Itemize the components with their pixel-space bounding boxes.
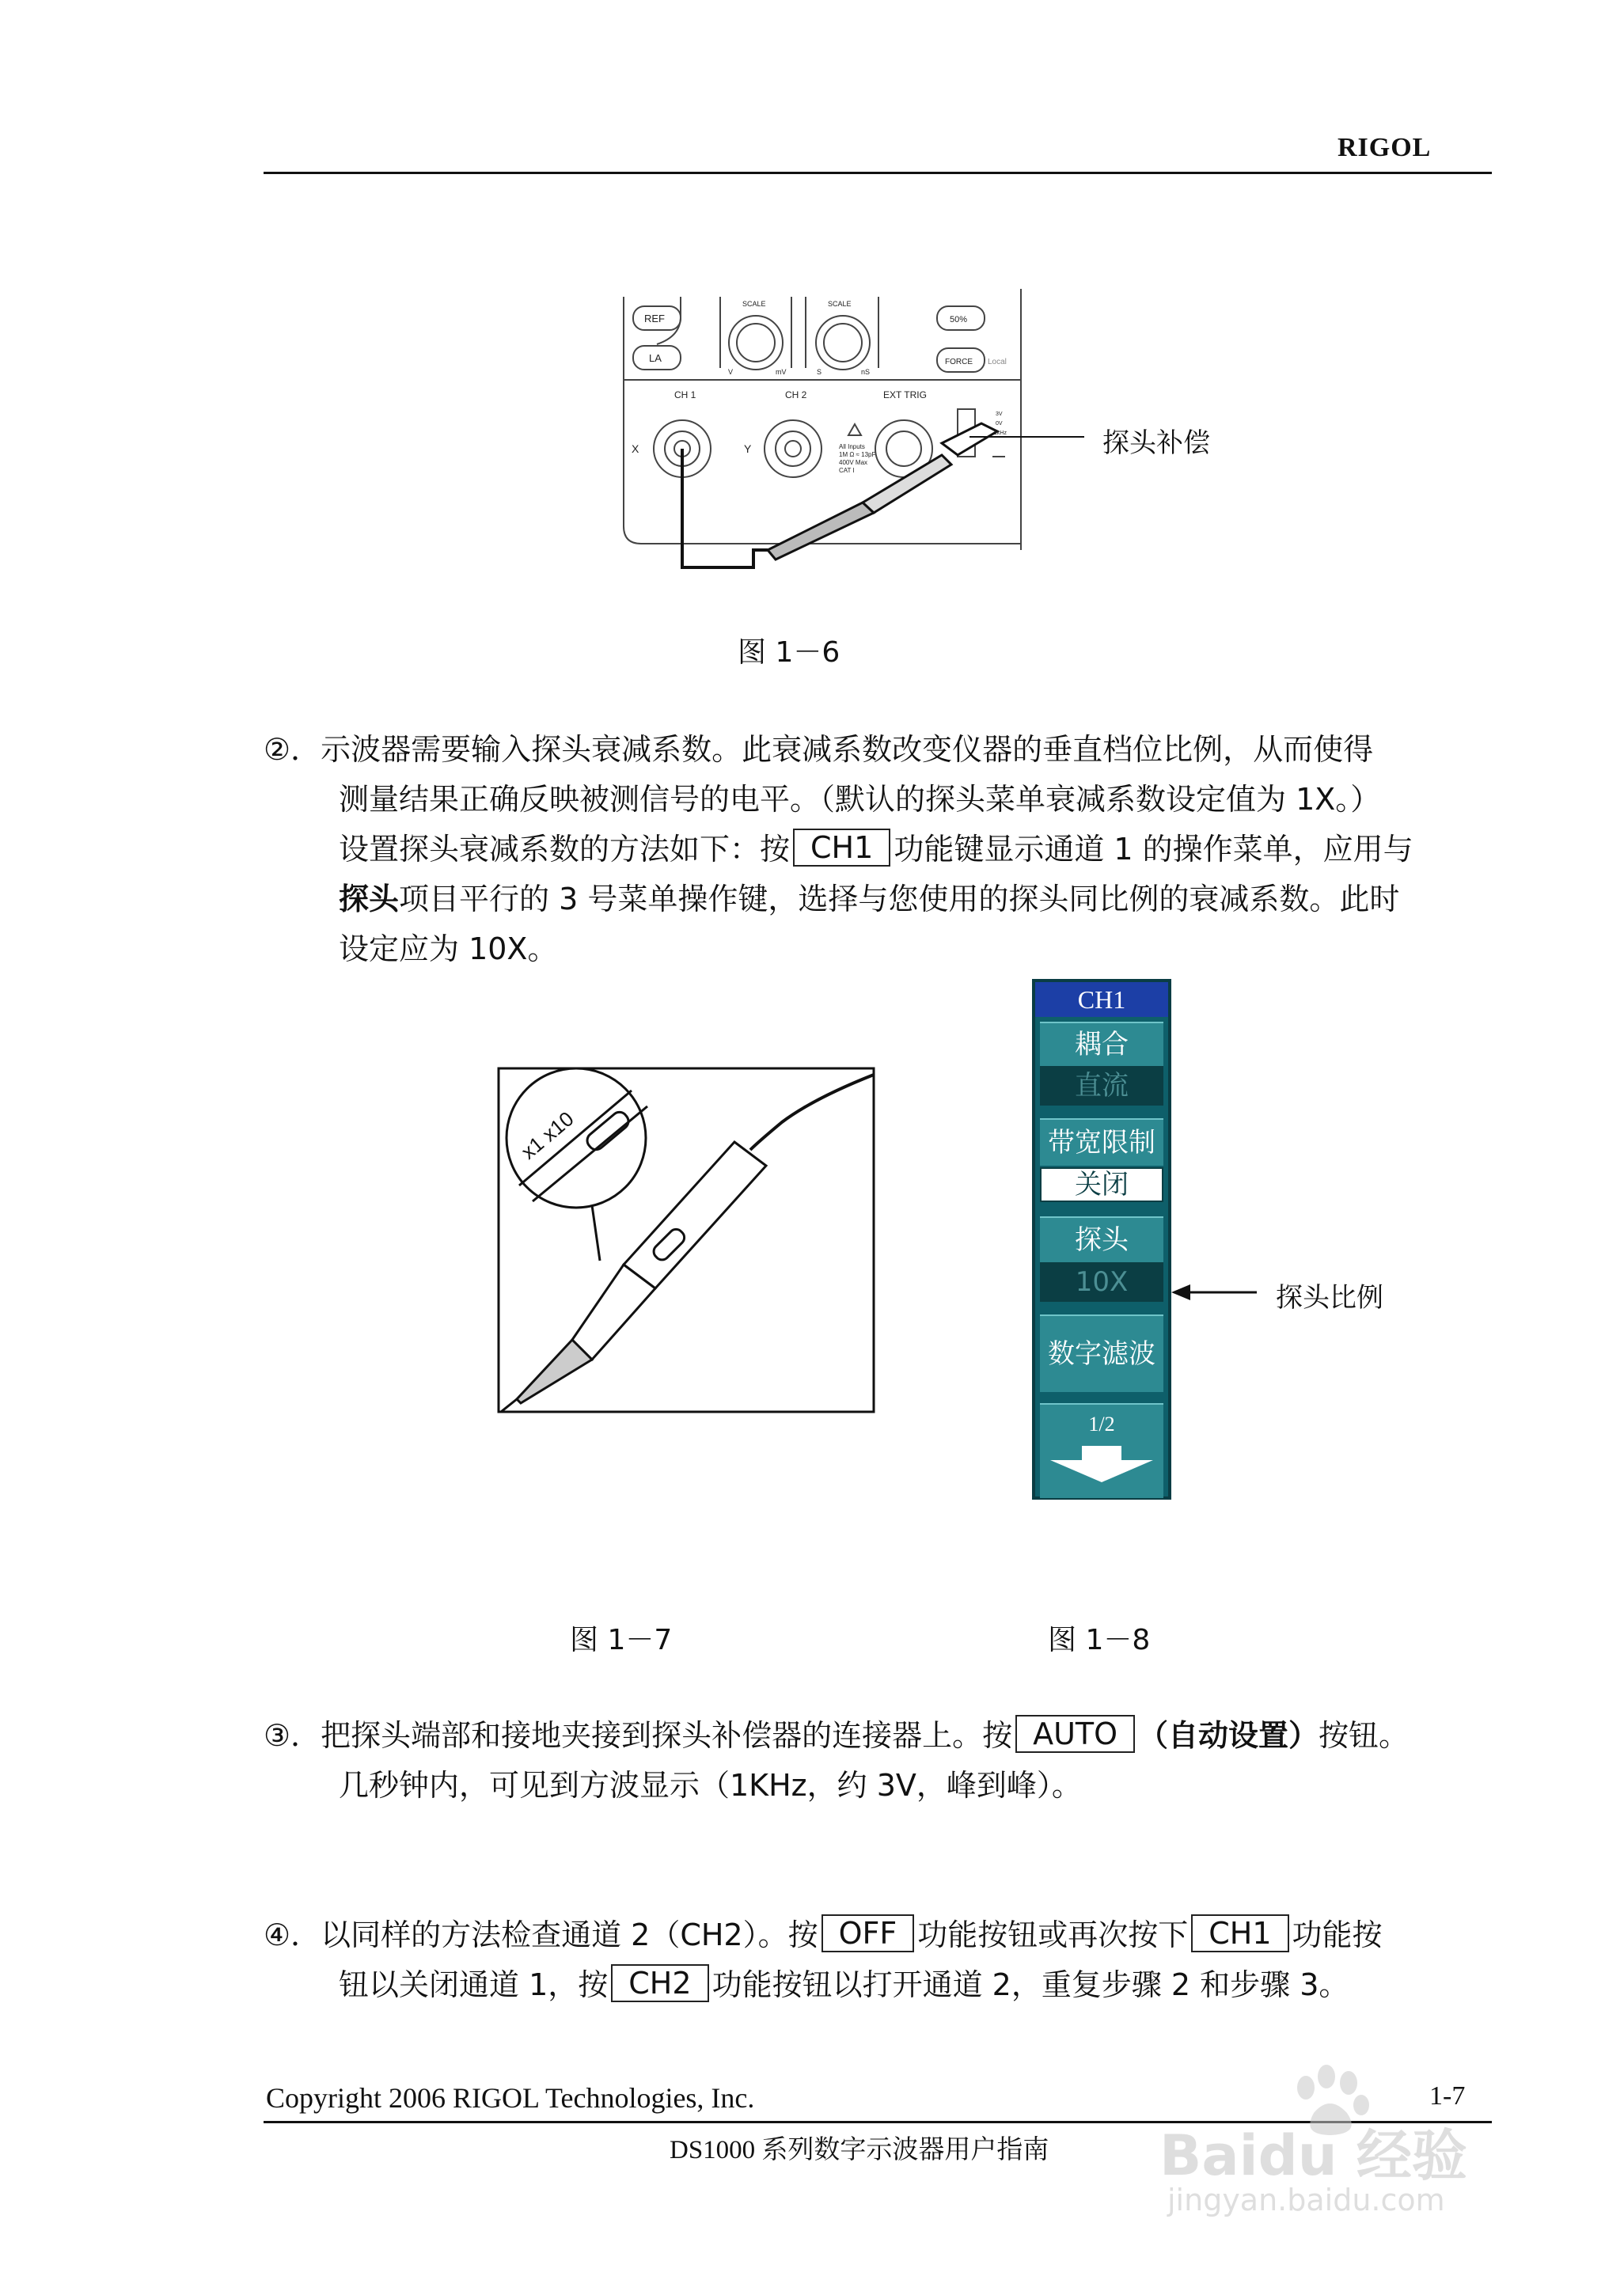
second-label: S	[817, 368, 822, 376]
y-label: Y	[744, 442, 752, 455]
warning-text-1: All Inputs	[839, 443, 865, 450]
warning-text-4: CAT I	[839, 467, 855, 474]
local-label: Local	[988, 358, 1007, 366]
step-2-line-3-text: 设置探头衰减系数的方法如下：按	[339, 832, 791, 867]
ref-button-label: REF	[644, 313, 665, 324]
off-key: OFF	[821, 1914, 915, 1952]
header-rule	[264, 172, 1492, 174]
step-3-line-1-rest: 按钮。	[1319, 1718, 1410, 1753]
step-2-line-2: 测量结果正确反映被测信号的电平。（默认的探头菜单衰减系数设定值为 1X。）	[339, 782, 1381, 817]
step-3-line-1-text: ③．把探头端部和接地夹接到探头补偿器的连接器上。按	[264, 1718, 1013, 1753]
probe-value: 10X	[1040, 1262, 1163, 1302]
baidu-url-text: jingyan.baidu.com	[1167, 2183, 1445, 2217]
probe-figure	[497, 1067, 877, 1415]
digital-filter-menu-item[interactable]: 数字滤波	[1040, 1314, 1163, 1392]
baidu-logo-text: Baidu 经验	[1159, 2123, 1467, 2188]
scale-label-2: SCALE	[828, 300, 852, 308]
step-2-line-5: 设定应为 10X。	[339, 931, 558, 966]
header-brand: RIGOL	[1338, 133, 1432, 162]
warning-text-2: 1M Ω ≈ 13pF	[839, 451, 876, 458]
figure-1-7-caption: 图 1－7	[570, 1624, 673, 1656]
ch2-key: CH2	[611, 1964, 708, 2002]
footer-guide-title: DS1000 系列数字示波器用户指南	[670, 2136, 1049, 2164]
nanosecond-label: nS	[861, 368, 871, 376]
step-2-line-4-text: 项目平行的 3 号菜单操作键，选择与您使用的探头同比例的衰减系数。此时	[399, 882, 1400, 916]
comp-level-low: 0V	[996, 421, 1003, 427]
auto-setup-term: （自动设置）	[1138, 1718, 1319, 1753]
step-4-line-2	[264, 1960, 1383, 2010]
baidu-watermark	[1144, 2064, 1523, 2222]
warning-text-3: 400V Max	[839, 459, 868, 466]
bandwidth-limit-value: 关闭	[1040, 1167, 1163, 1202]
step-2-line-4	[264, 874, 1413, 924]
fifty-percent-label: 50%	[950, 315, 968, 324]
probe-menu-item[interactable]: 探头	[1040, 1216, 1163, 1262]
step-4-line-1-text: ④．以同样的方法检查通道 2（CH2）。按	[264, 1918, 818, 1952]
menu-page-indicator: 1/2	[1088, 1413, 1115, 1436]
step-3-line-2: 几秒钟内，可见到方波显示（1KHz，约 3V，峰到峰）。	[339, 1768, 1082, 1803]
step-2-line-3-rest: 功能键显示通道 1 的操作菜单，应用与	[894, 832, 1413, 867]
step-3-line-1	[264, 1711, 1409, 1761]
probe-term: 探头	[339, 882, 400, 916]
ch1-menu	[1032, 979, 1171, 1500]
probe-compensation-annotation: 探头补偿	[1102, 427, 1210, 459]
probe-ratio-annotation: 探头比例	[1276, 1282, 1383, 1314]
step-4-paragraph	[264, 1910, 1383, 2010]
footer-page-number: 1-7	[1429, 2081, 1466, 2111]
footer-copyright: Copyright 2006 RIGOL Technologies, Inc.	[266, 2082, 755, 2114]
millivolt-label: mV	[776, 368, 787, 376]
ch1-menu-title: CH1	[1035, 982, 1168, 1017]
comp-frequency: 1kHz	[994, 431, 1007, 436]
force-label: FORCE	[945, 358, 973, 366]
coupling-menu-item[interactable]: 耦合	[1040, 1022, 1163, 1066]
step-2-paragraph	[264, 725, 1413, 974]
step-4-line-2-text: 钮以关闭通道 1，按	[339, 1967, 609, 2002]
volt-label: V	[728, 368, 734, 376]
step-4-line-1-rest: 功能按	[1292, 1918, 1383, 1952]
probe-ratio-arrow	[1171, 1280, 1258, 1304]
figure-1-8-caption: 图 1－8	[1048, 1624, 1151, 1656]
step-4-line-1	[264, 1910, 1383, 1960]
step-2-line-3	[264, 825, 1413, 874]
next-page-menu-item[interactable]	[1040, 1403, 1163, 1498]
step-2-line-1: ②．示波器需要输入探头衰减系数。此衰减系数改变仪器的垂直档位比例，从而使得	[264, 732, 1374, 767]
comp-level-high: 3V	[996, 412, 1003, 417]
figure-1-6-caption: 图 1－6	[738, 636, 840, 669]
scale-label-1: SCALE	[742, 300, 766, 308]
ch2-label: CH 2	[785, 389, 807, 400]
ch1-key: CH1	[793, 829, 890, 867]
ext-trig-label: EXT TRIG	[883, 389, 927, 400]
step-3-paragraph	[264, 1711, 1409, 1811]
arrow-down-icon	[1046, 1444, 1157, 1484]
ch1-key-2: CH1	[1191, 1914, 1288, 1952]
la-button-label: LA	[649, 352, 662, 364]
bandwidth-limit-menu-item[interactable]: 带宽限制	[1040, 1118, 1163, 1166]
step-4-line-2-rest: 功能按钮以打开通道 2，重复步骤 2 和步骤 3。	[711, 1967, 1349, 2002]
auto-key: AUTO	[1015, 1715, 1135, 1753]
x-label: X	[632, 442, 639, 455]
ch1-label: CH 1	[674, 389, 696, 400]
step-4-line-1-mid: 功能按钮或再次按下	[917, 1918, 1189, 1952]
front-panel-figure	[609, 289, 1084, 582]
coupling-value: 直流	[1040, 1066, 1163, 1106]
probe-switch-marks: x1 x10	[516, 1106, 579, 1164]
